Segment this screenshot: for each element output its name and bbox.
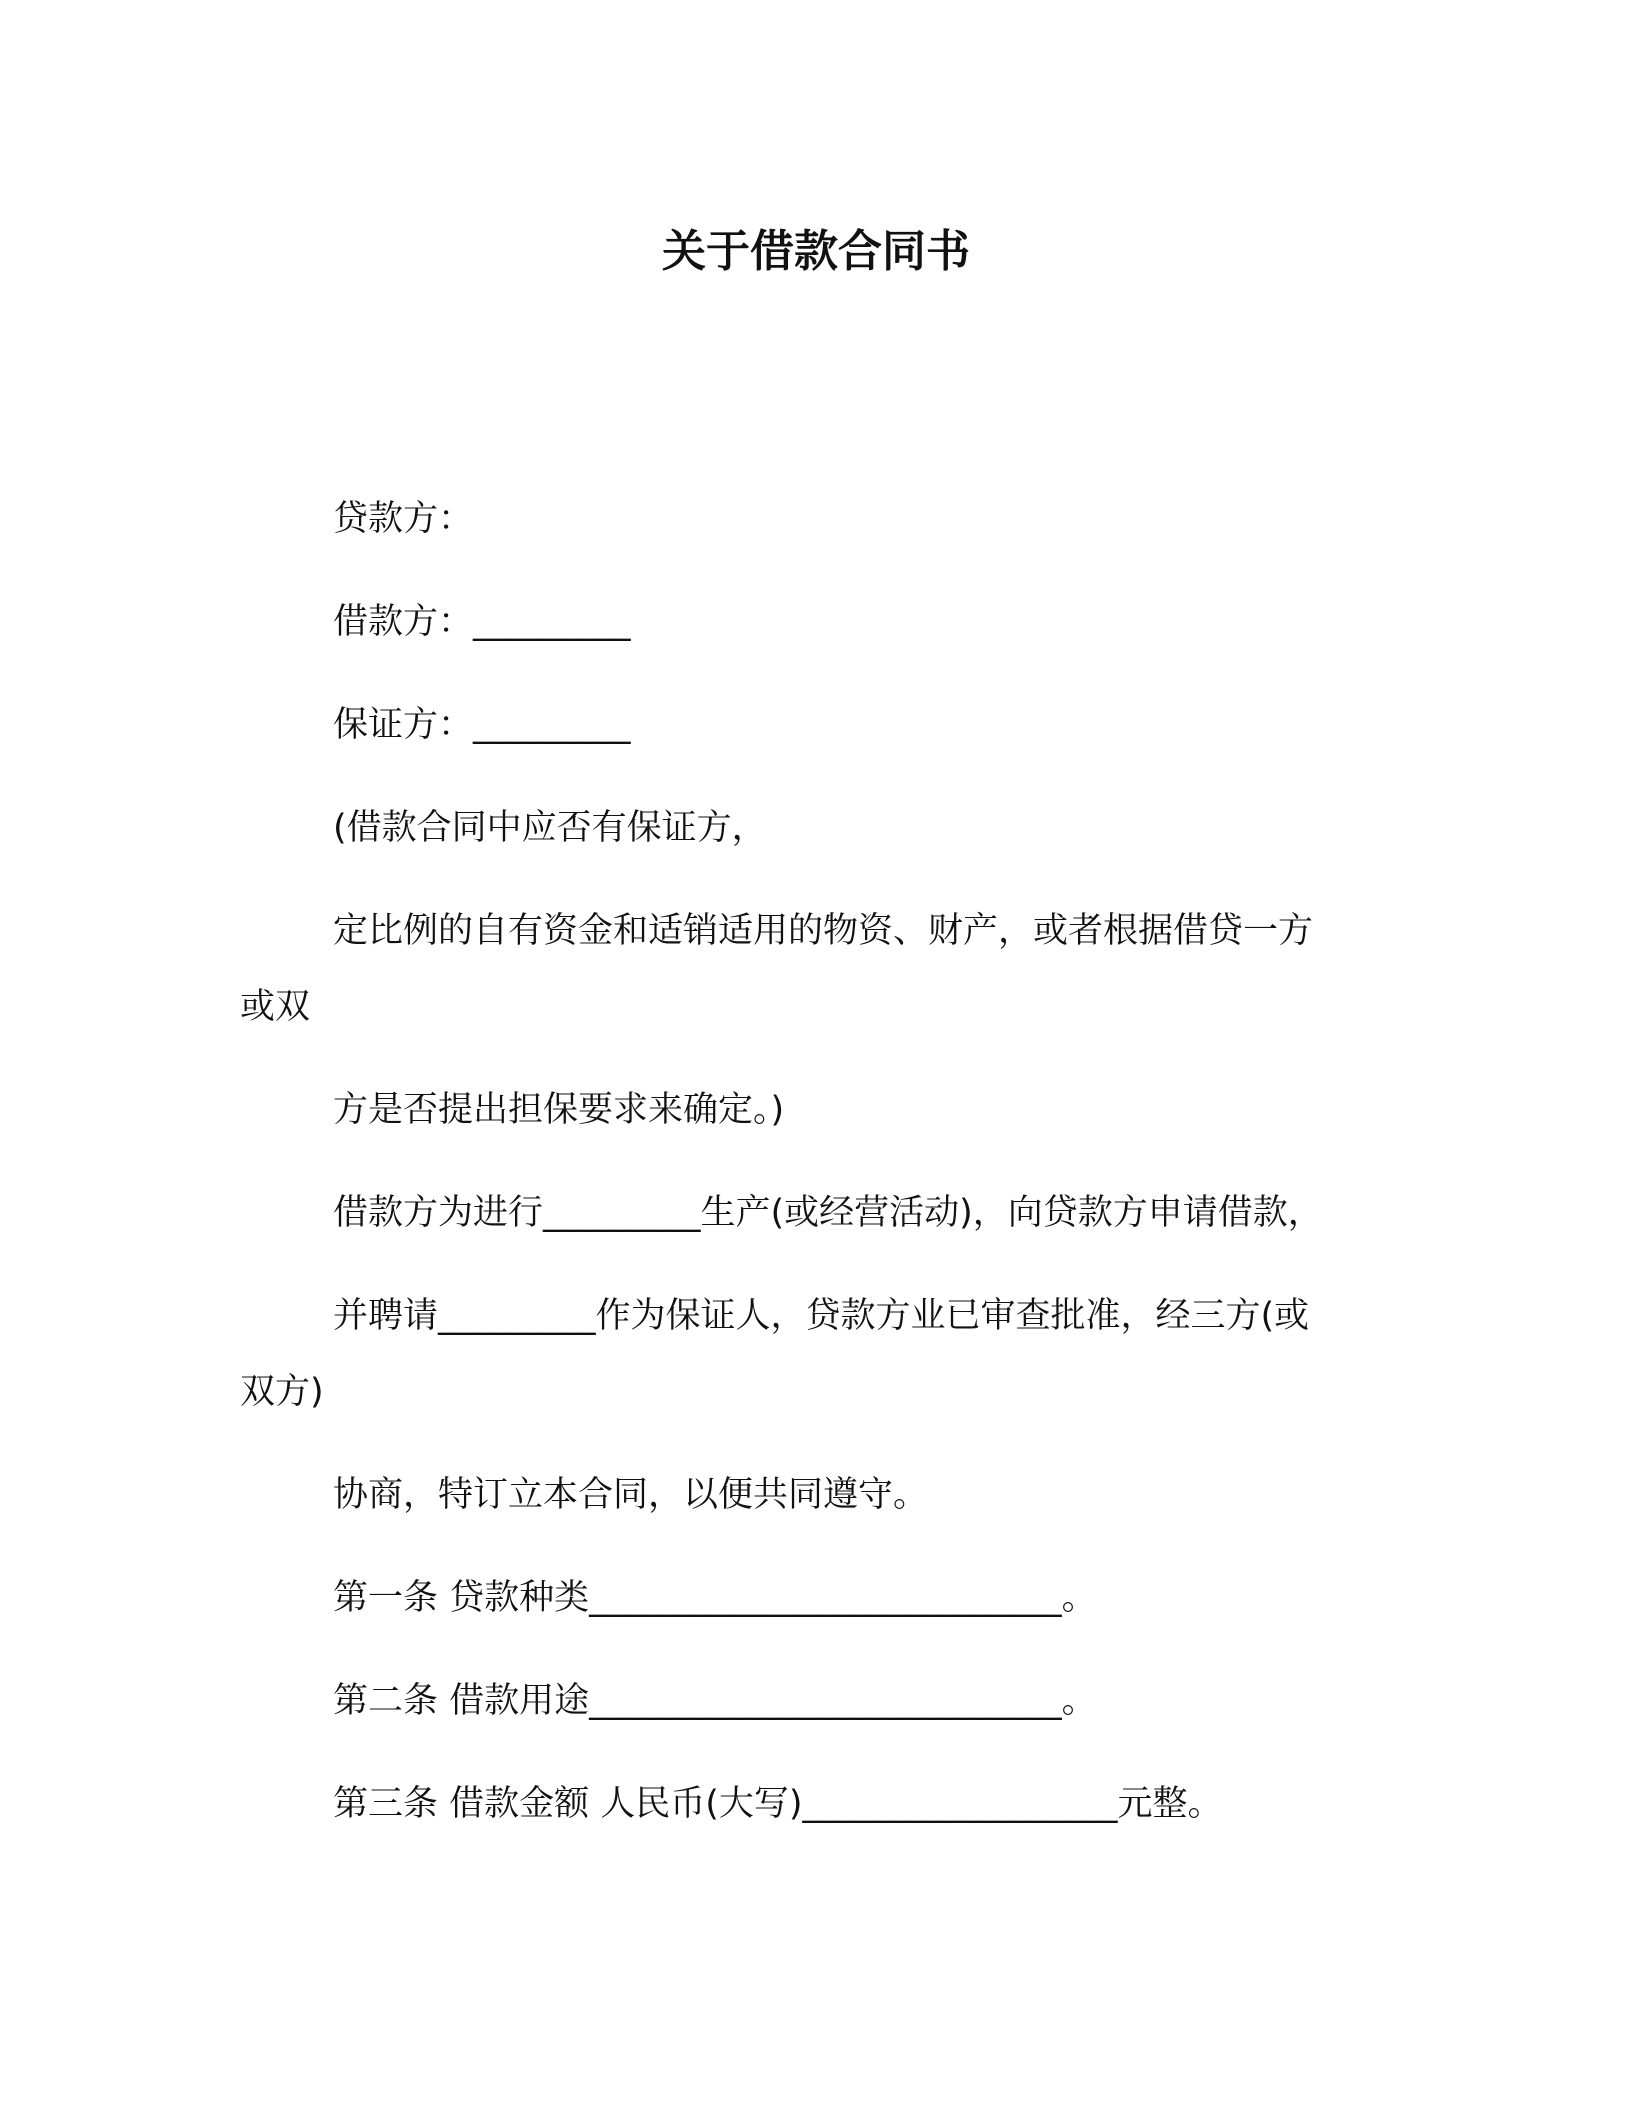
purpose-line-1: 借款方为进行_________生产(或经营活动)，向贷款方申请借款， <box>333 1193 1323 1233</box>
note-line-1: (借款合同中应否有保证方， <box>333 808 767 848</box>
document-title: 关于借款合同书 <box>662 226 970 277</box>
guarantor-line: 保证方：_________ <box>333 705 631 745</box>
purpose-line-4: 协商，特订立本合同，以便共同遵守。 <box>333 1475 929 1515</box>
purpose-line-3: 双方) <box>240 1372 324 1412</box>
lender-line: 贷款方： <box>333 499 474 539</box>
note-line-2: 定比例的自有资金和适销适用的物资、财产，或者根据借贷一方 <box>333 911 1314 951</box>
borrower-line: 借款方：_________ <box>333 602 631 642</box>
note-line-4: 方是否提出担保要求来确定。) <box>333 1090 785 1130</box>
article-2: 第二条 借款用途___________________________。 <box>333 1681 1097 1721</box>
purpose-line-2: 并聘请_________作为保证人，贷款方业已审查批准，经三方(或 <box>333 1296 1310 1336</box>
article-3: 第三条 借款金额 人民币(大写)__________________元整。 <box>333 1784 1223 1824</box>
note-line-3: 或双 <box>240 987 311 1027</box>
article-1: 第一条 贷款种类___________________________。 <box>333 1578 1097 1618</box>
